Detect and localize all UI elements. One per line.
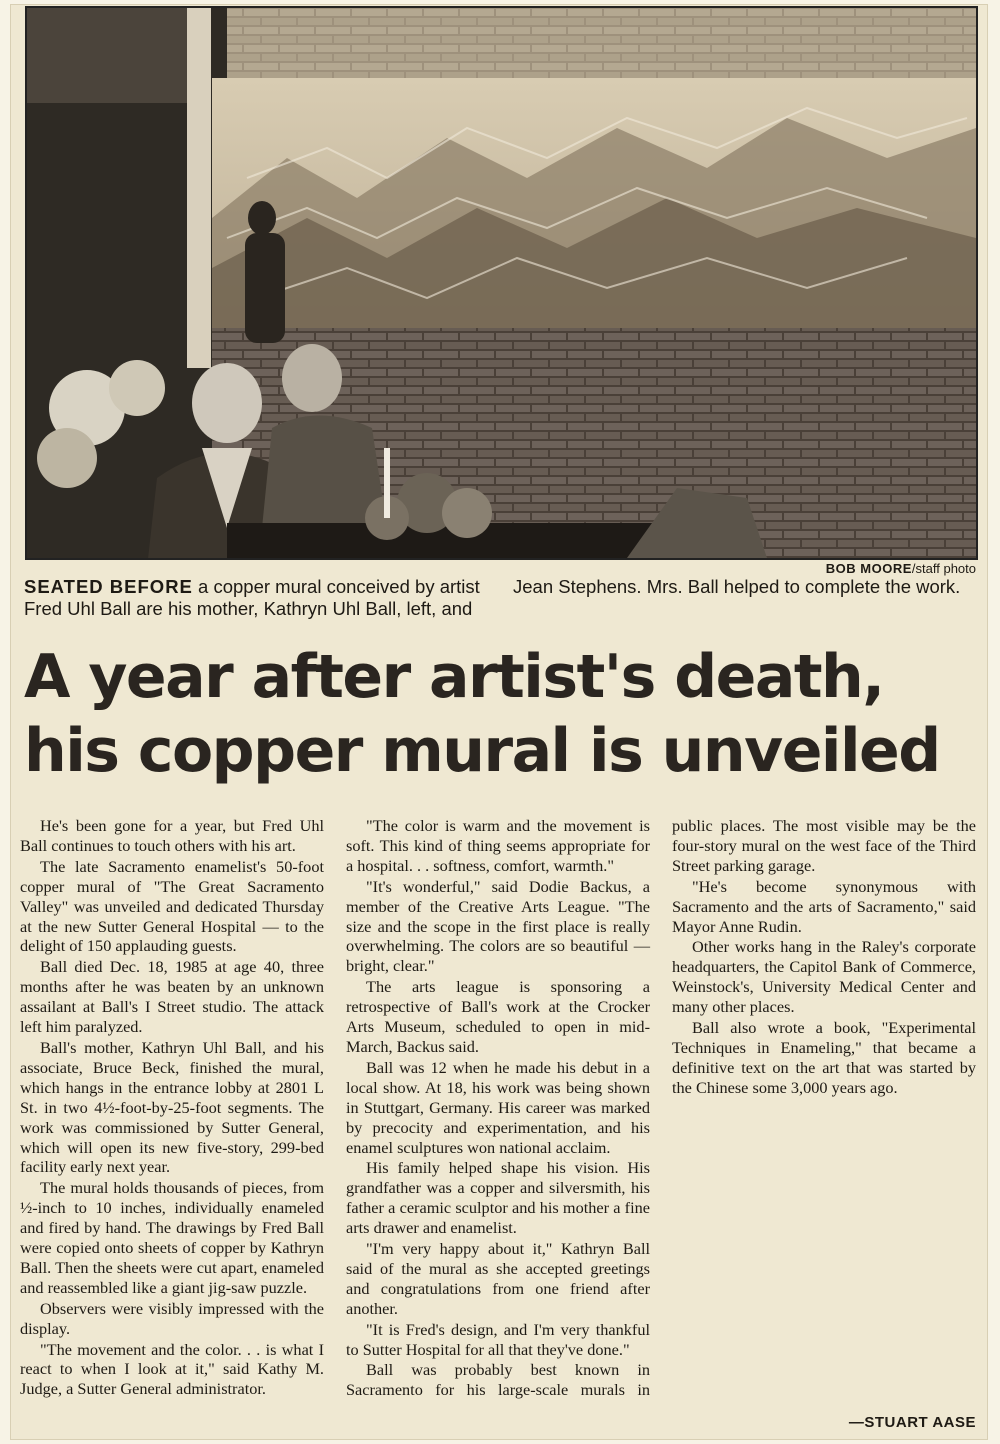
headline-line-1: A year after artist's death, xyxy=(24,642,884,712)
paragraph: Ball was 12 when he made his debut in a local show. At 18, his work was being shown in Stuttgart, Germany. His career was marked by precocity and experimentation, and his enamel sculptures won national acclaim. xyxy=(346,1057,650,1157)
photo-caption xyxy=(24,576,976,620)
paragraph: "It is Fred's design, and I'm very thankful to Sutter Hospital for all that they've done." xyxy=(346,1319,650,1359)
mural-photo-image xyxy=(27,8,976,558)
headline-line-2: his copper mural is unveiled xyxy=(24,716,940,786)
paragraph: Observers were visibly impressed with the display. xyxy=(20,1298,324,1338)
paragraph: The arts league is sponsoring a retrospective of Ball's work at the Crocker Arts Museum, scheduled to open in mid-March, Backus said. xyxy=(346,977,650,1056)
paragraph: "It's wonderful," said Dodie Backus, a member of the Creative Arts League. "The size and the scope in the first place is really overwhelming. The colors are so beautiful — bright, clear." xyxy=(346,876,650,976)
paragraph: Ball died Dec. 18, 1985 at age 40, three months after he was beaten by an unknown assailant at Ball's I Street studio. The attack left him paralyzed. xyxy=(20,957,324,1037)
paragraph: The mural holds thousands of pieces, from ½-inch to 10 inches, individually enameled and fired by hand. The drawings by Fred Ball were copied onto sheets of copper by Kathryn Ball. Then the sheets were cut apart, enameled and reassembled like a giant jig-saw puzzle. xyxy=(20,1178,324,1297)
paragraph: "I'm very happy about it," Kathryn Ball said of the mural as she accepted greetings and congratulations from one friend after another. xyxy=(346,1239,650,1318)
article-body xyxy=(20,816,976,1406)
paragraph: Ball also wrote a book, "Experimental Techniques in Enameling," that became a definitive text on the art that was started by the Chinese some 3,000 years ago. xyxy=(672,1018,976,1097)
caption-lead: SEATED BEFORE xyxy=(24,576,193,597)
paragraph: His family helped shape his vision. His grandfather was a copper and silversmith, his father a ceramic sculptor and his mother a fine arts drawer and enamelist. xyxy=(346,1158,650,1238)
photo-credit xyxy=(826,561,976,576)
paragraph: The late Sacramento enamelist's 50-foot copper mural of "The Great Sacramento Valley" was unveiled and dedicated Thursday at the new Sutter General Hospital — to the delight of 150 applauding guests. xyxy=(20,856,324,956)
paragraph: He's been gone for a year, but Fred Uhl Ball continues to touch others with his art. xyxy=(20,816,324,855)
photographer-name: BOB MOORE xyxy=(825,561,912,576)
byline: —STUART AASE xyxy=(848,1414,976,1431)
paragraph: Ball's mother, Kathryn Uhl Ball, and his associate, Bruce Beck, finished the mural, which hangs in the entrance lobby at 2801 L St. in two 4½-foot-by-25-foot segments. The work was commissioned by Sutter General, which will open its new five-story, 299-bed facility early next year. xyxy=(20,1037,324,1177)
paragraph: "The movement and the color. . . is what I react to when I look at it," said Kathy M. Judge, a Sutter General administrator. xyxy=(20,1339,324,1399)
headline xyxy=(24,640,984,788)
paragraph: Ball was probably best known in Sacramento for his large-scale murals in public places. The most visible may be the four-story mural on the west face of the Third Street parking garage. xyxy=(346,816,976,1400)
credit-suffix: /staff photo xyxy=(911,561,976,576)
paragraph: "He's become synonymous with Sacramento and the arts of Sacramento," said Mayor Anne Rudin. xyxy=(672,876,976,936)
paragraph: Other works hang in the Raley's corporate headquarters, the Capitol Bank of Commerce, Weinstock's, University Medical Center and many other places. xyxy=(672,937,976,1017)
mural-photo xyxy=(25,6,978,560)
paragraph: "The color is warm and the movement is soft. This kind of thing seems appropriate for a hospital. . . softness, comfort, warmth." xyxy=(346,816,650,875)
caption-text: a copper mural conceived by artist Fred Uhl Ball are his mother, Kathryn Uhl Ball, left, and Jean Stephens. Mrs. Ball helped to complete the work. xyxy=(24,576,961,619)
